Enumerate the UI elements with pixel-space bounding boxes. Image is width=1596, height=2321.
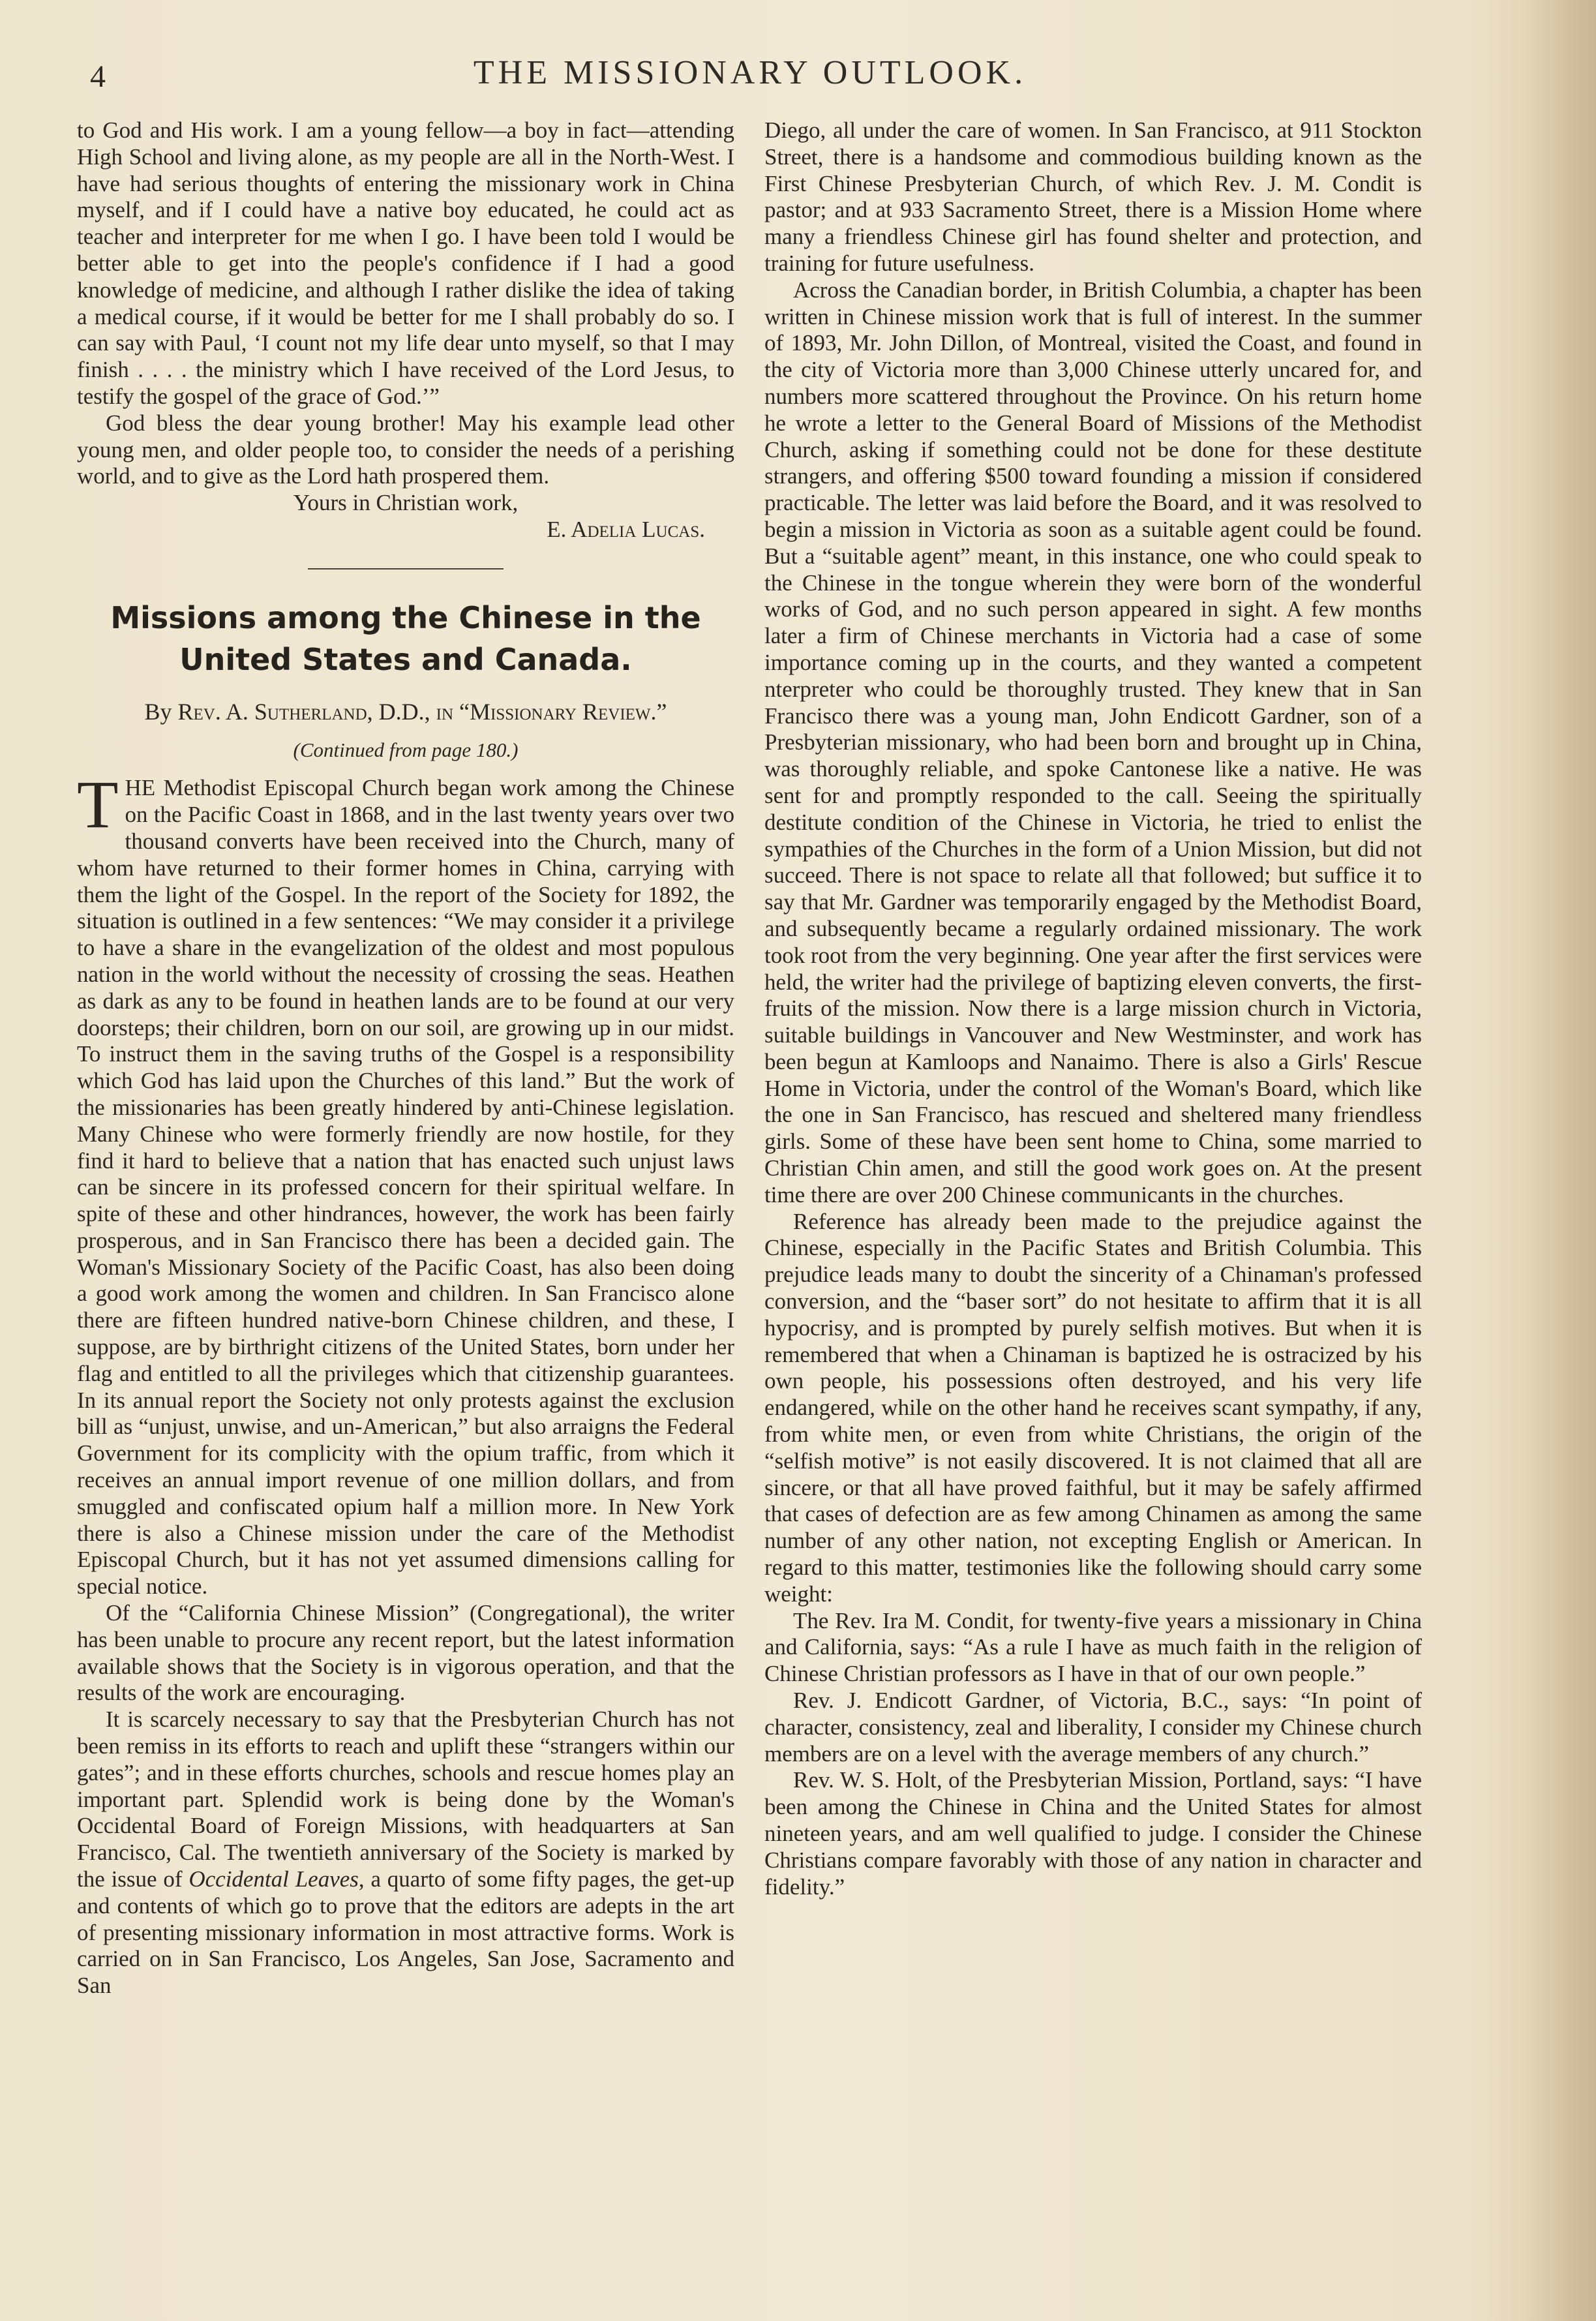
page-header (0, 47, 1596, 99)
paragraph-text: , a quarto of some fifty pages, the get-up and contents of which go to prove that the editors are adepts in the art of presenting missionary information in most attractive forms. Work is carried on in San Francisco, Los Angeles, San Jose, Sacramento and San (77, 1866, 734, 1999)
left-column (77, 117, 734, 1999)
article-paragraph (77, 1707, 734, 1999)
first-paragraph-text: Methodist Episcopal Church began work among the Chinese on the Pacific Coast in 1868, and in the last twenty years over two thousand converts have been received into the Church, many of whom have returned to their former homes in China, carrying with them the light of the Gospel. In the report of the Society for 1892, the situation is outlined in a few sentences: “We may consider it a privilege to have a share in the evangelization of the oldest and most populous nation in the world without the necessity of crossing the seas. Heathen as dark as any to be found in heathen lands are to be found at our very doorsteps; their children, born on our soil, are growing up in our midst. To instruct them in the saving truths of the Gospel is a responsibility which God has laid upon the Churches of this land.” But the work of the missionaries has been greatly hindered by anti-Chinese legislation. Many Chinese who were formerly friendly are now hostile, for they find it hard to believe that a nation that has enacted such unjust laws can be sincere in its professed concern for their spiritual welfare. In spite of these and other hindrances, however, the work has been fairly prosperous, and in San Francisco there has been a decided gain. The Woman's Missionary Society of the Pacific Coast, has also been doing a good work among the women and children. In San Francisco alone there are fifteen hundred native-born Chinese children, and these, I suppose, are by birthright citizens of the United States, born under her flag and entitled to all the privileges which that citizenship guarantees. In its annual report the Society not only protests against the exclusion bill as “unjust, unwise, and un-American,” but also arraigns the Federal Government for its complicity with the opium traffic, from which it receives an annual import revenue of one million dollars, and from smuggled and confiscated opium half a million more. In New York there is also a Chinese mission under the care of the Methodist Episcopal Church, but it has not yet assumed dimensions calling for special notice. (77, 775, 734, 1600)
running-head: THE MISSIONARY OUTLOOK. (473, 54, 1027, 91)
continued-note: (Continued from page 180.) (293, 738, 519, 761)
article-paragraph: Rev. J. Endicott Gardner, of Victoria, B.C., says: “In point of character, consistency, zeal and liberality, I consider my Chinese church members are on a level with the average members of any church.” (764, 1688, 1422, 1767)
publication-title: Occidental Leaves (188, 1866, 359, 1892)
drop-cap: T (77, 767, 119, 843)
first-word: HE (125, 775, 156, 801)
byline-prefix: By (144, 698, 172, 725)
letter-paragraph: God bless the dear young brother! May his example lead other young men, and older people too, to consider the needs of a perishing world, and to give as the Lord hath prospered them. (77, 410, 734, 489)
page-edge-shadow (1524, 0, 1596, 2321)
paragraph-text: It is scarcely necessary to say that the Presbyterian Church has not been remiss in its efforts to reach and uplift these “strangers within our gates”; and in these efforts churches, schools and rescue homes play an important part. Splendid work is being done by the Woman's Occidental Board of Foreign Missions, with headquarters at San Francisco, Cal. The twentieth anniversary of the Society is marked by the issue of (77, 1707, 734, 1892)
section-divider (308, 568, 504, 569)
article-title-line: Missions among the Chinese in the (110, 599, 701, 635)
letter-paragraph: to God and His work. I am a young fellow—a boy in fact—attending High School and living alone, as my people are all in the North-West. I have had serious thoughts of entering the missionary work in China myself, and if I could have a native boy educated, he could act as teacher and interpreter for me when I go. I have been told I would be better able to get into the people's confidence if I had a good knowledge of medicine, and although I rather dislike the idea of taking a medical course, if it would be better for me I shall probably do so. I can say with Paul, ‘I count not my life dear unto myself, so that I may finish . . . . the ministry which I have received of the Lord Jesus, to testify the gospel of the grace of God.’” (77, 117, 734, 409)
article-paragraph: Of the “California Chinese Mission” (Congregational), the writer has been unable to procure any recent report, but the latest information available shows that the Society is in vigorous operation, and that the results of the work are encouraging. (77, 1600, 734, 1706)
article-byline (77, 699, 734, 725)
page-number: 4 (90, 59, 106, 94)
article-paragraph: The Rev. Ira M. Condit, for twenty-five years a missionary in China and California, says: “As a rule I have as much faith in the religion of Chinese Christian professors as I have in that of our own people.” (764, 1607, 1422, 1687)
byline-author: Rev. A. Sutherland, D.D., in (177, 698, 454, 725)
letter-closing: Yours in Christian work, (293, 490, 519, 516)
article-paragraph: Reference has already been made to the prejudice against the Chinese, especially in the Pacific States and British Columbia. This prejudice leads many to doubt the sincerity of a Chinaman's professed conversion, and the “baser sort” do not hesitate to affirm that it is all hypocrisy, and is prompted by purely selfish motives. But when it is remembered that when a Chinaman is baptized he is ostracized by his own people, his possessions often destroyed, and his very life endangered, while on the other hand he receives scant sympathy, if any, from white men, or even from white Christians, the origin of the “selfish motive” is not easily discovered. It is not claimed that all are sincere, or that all have proved faithful, but it may be safely affirmed that cases of defection are as few among Chinamen as among the same number of any other nation, not excepting English or American. In regard to this matter, testimonies like the following should carry some weight: (764, 1208, 1422, 1607)
letter-signature: E. Adelia Lucas. (547, 516, 705, 542)
article-title-line: United States and Canada. (179, 641, 632, 677)
article-paragraph: Across the Canadian border, in British Columbia, a chapter has been written in Chinese mission work that is full of interest. In the summer of 1893, Mr. John Dillon, of Montreal, visited the Coast, and found in the city of Victoria more than 3,000 Chinese utterly uncared for, and numbers more scattered throughout the Province. On his return home he wrote a letter to the General Board of Missions of the Methodist Church, asking if something could not be done for these destitute strangers, and offering $500 toward founding a mission if considered practicable. The letter was laid before the Board, and it was resolved to begin a mission in Victoria as soon as a suitable agent could be found. But a “suitable agent” meant, in this instance, one who could speak to the Chinese in the tongue wherein they were born of the wonderful works of God, and no such person appeared in sight. A few months later a firm of Chinese merchants in Victoria had a case of some importance coming up in the courts, and they wanted a competent nterpreter who could be thoroughly trusted. They knew that in San Francisco there was a young man, John Endicott Gardner, son of a Presbyterian missionary, who had been born and brought up in China, was thoroughly reliable, and spoke Cantonese like a native. He was sent for and promptly responded to the call. Seeing the spiritually destitute condition of the Chinese in Victoria, he tried to enlist the sympathies of the Churches in the form of a Union Mission, but did not succeed. There is not space to relate all that followed; but suffice it to say that Mr. Gardner was temporarily engaged by the Methodist Board, and subsequently became a regularly ordained missionary. The work took root from the very beginning. One year after the first services were held, the writer had the privilege of baptizing eleven converts, the first-fruits of the mission. Now there is a large mission church in Victoria, suitable buildings in Vancouver and New Westminster, and work has been begun at Kamloops and Nanaimo. There is also a Girls' Rescue Home in Victoria, under the control of the Woman's Board, which like the one in San Francisco, has rescued and sheltered many friendless girls. Some of these have been sent home to China, some married to Christian Chin amen, and still the good work goes on. At the present time there are over 200 Chinese communicants in the churches. (764, 277, 1422, 1207)
right-column (764, 117, 1422, 1900)
article-paragraph (77, 767, 734, 1600)
article-paragraph: Diego, all under the care of women. In San Francisco, at 911 Stockton Street, there is a handsome and commodious building known as the First Chinese Presbyterian Church, of which Rev. J. M. Condit is pastor; and at 933 Sacramento Street, there is a Mission Home where many a friendless Chinese girl has found shelter and protection, and training for future usefulness. (764, 117, 1422, 276)
byline-source: “Missionary Review.” (459, 698, 667, 725)
article-title (77, 597, 734, 680)
article-paragraph: Rev. W. S. Holt, of the Presbyterian Mission, Portland, says: “I have been among the Chinese in China and the United States for almost nineteen years, and am well qualified to judge. I consider the Chinese Christians compare favorably with those of any nation in character and fidelity.” (764, 1767, 1422, 1900)
